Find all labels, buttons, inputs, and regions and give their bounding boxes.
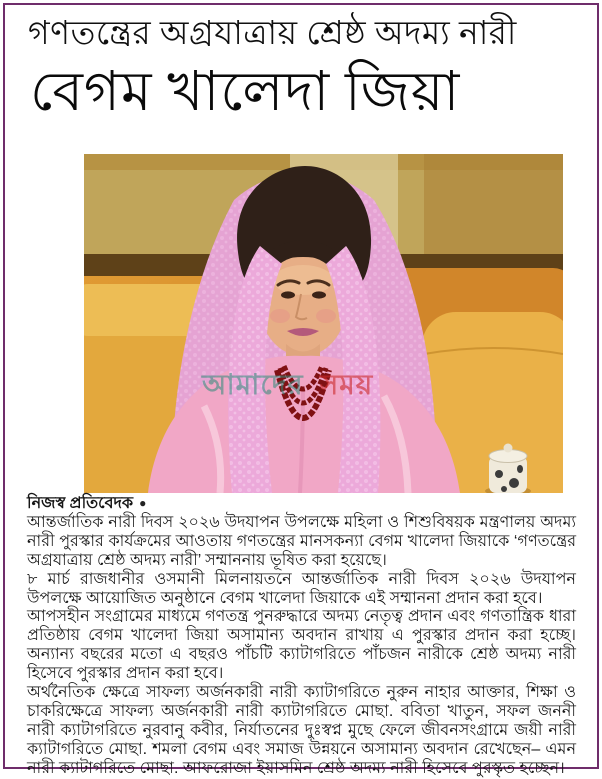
- article-paragraph: ৮ মার্চ রাজধানীর ওসমানী মিলনায়তনে আন্তর্জাতিক নারী দিবস ২০২৬ উদযাপন উপলক্ষে আয়োজিত অনুষ্ঠানে বেগম খালেদা জিয়াকে এই সম্মাননা প্রদান করা হবে।: [27, 570, 576, 607]
- photo-wall-right: [424, 154, 563, 266]
- article-paragraph: অর্থনৈতিক ক্ষেত্রে সাফল্য অর্জনকারী নারী ক্যাটাগরিতে নুরুন নাহার আক্তার, শিক্ষা ও চাকরিক্ষেত্রে সাফল্য অর্জনকারী নারী ক্যাটাগরিতে মোছা. ববিতা খাতুন, সফল জননী নারী ক্যাটাগরিতে নুরবানু কবীর, নির্যাতনের দুঃস্বপ্ন মুছে ফেলে জীবনসংগ্রামে জয়ী নারী ক্যাটাগরিতে মোছা. শমলা বেগম এবং সমাজ উন্নয়নে অসামান্য অবদান রেখেছেন– এমন নারী ক্যাটাগরিতে মোছা. আফরোজা ইয়াসমিন শ্রেষ্ঠ অদম্য নারী হিসেবে পুরস্কৃত হচ্ছেন।: [27, 684, 576, 777]
- forehead-highlight: [273, 265, 333, 295]
- photo-illustration: [84, 154, 563, 493]
- page-title: বেগম খালেদা জিয়া: [30, 61, 461, 122]
- watermark-part2: সময়: [319, 370, 374, 401]
- byline-bullet-icon: ●: [139, 496, 147, 510]
- byline-text: নিজস্ব প্রতিবেদক: [27, 495, 134, 512]
- article-paragraph: আন্তর্জাতিক নারী দিবস ২০২৬ উদযাপন উপলক্ষে মহিলা ও শিশুবিষয়ক মন্ত্রণালয় অদম্য নারী পুরস্কার কার্যক্রমের আওতায় গণতন্ত্রের মানসকন্যা বেগম খালেদা জিয়াকে ‘গণতন্ত্রের অগ্রযাত্রায় শ্রেষ্ঠ অদম্য নারী’ সম্মাননায় ভূষিত করা হয়েছে।: [27, 513, 576, 569]
- eye-right: [312, 291, 326, 298]
- cheek-left: [270, 309, 290, 323]
- cheek-right: [316, 309, 336, 323]
- article-body: [27, 494, 576, 779]
- article-photo: [84, 154, 563, 493]
- byline: [27, 494, 576, 514]
- eye-left: [281, 291, 295, 298]
- photo-watermark: [201, 370, 374, 401]
- headline-kicker: গণতন্ত্রের অগ্রযাত্রায় শ্রেষ্ঠ অদম্য নারী: [28, 16, 517, 52]
- article-paragraph: আপসহীন সংগ্রামের মাধ্যমে গণতন্ত্র পুনরুদ্ধারে অদম্য নেতৃত্ব প্রদান এবং গণতান্ত্রিক ধারা প্রতিষ্ঠায় বেগম খালেদা জিয়া অসামান্য অবদান রাখায় এ পুরস্কার প্রদান করা হচ্ছে। অন্যান্য বছরের মতো এ বছরও পাঁচটি ক্যাটাগরিতে পাঁচজন নারীকে শ্রেষ্ঠ অদম্য নারী হিসেবে পুরস্কার প্রদান করা হবে।: [27, 608, 576, 683]
- watermark-part1: আমাদের: [202, 370, 304, 401]
